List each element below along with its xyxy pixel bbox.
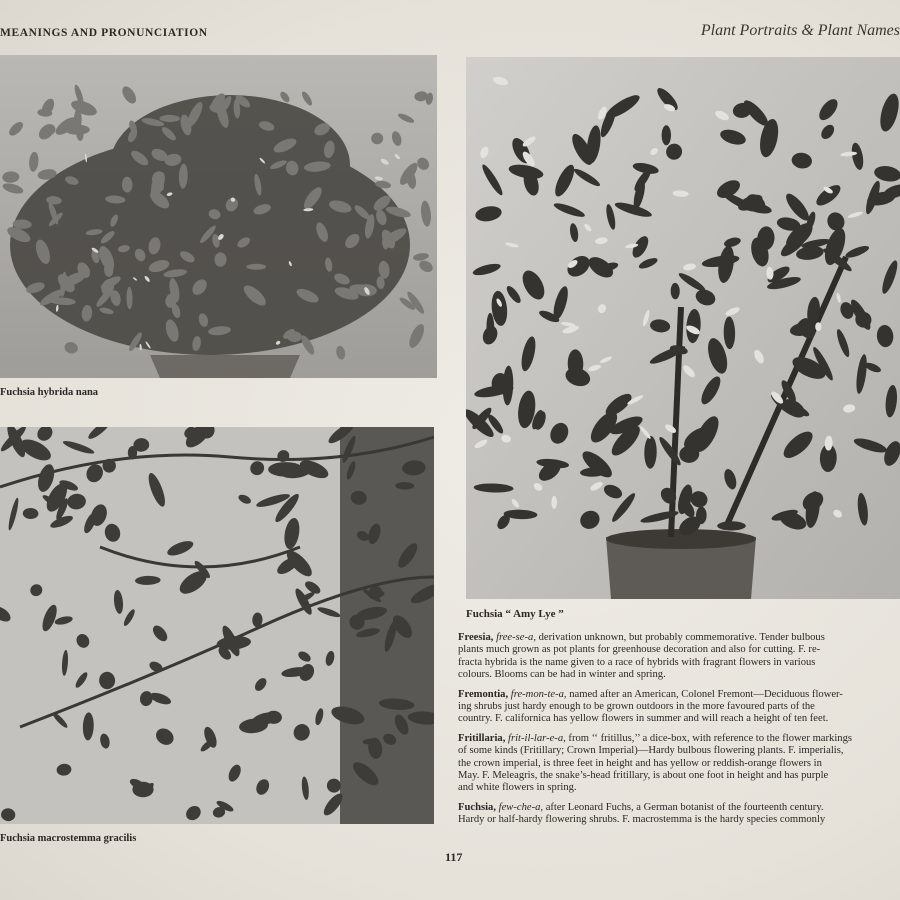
texture-mark (160, 115, 180, 122)
entry-line: fracta hybrida is the name given to a race of hybrids with fragrant flowers in various (458, 656, 816, 668)
plant-photo-1-image (0, 55, 437, 378)
entry-line: of some kinds (Fritillary; Crown Imperial)—Hardy bulbous flowering plants. F. imperialis, (458, 745, 844, 757)
entry-fremontia (458, 689, 900, 726)
entry-line: plants much grown as pot plants for greenhouse decoration and also for cutting. F. re- (458, 644, 821, 656)
photo-fuchsia-hybrida-nana (0, 55, 437, 378)
texture-mark (65, 125, 90, 135)
entry-freesia (458, 632, 900, 682)
running-header-left: MEANINGS AND PRONUNCIATION (0, 27, 208, 39)
page-number: 117 (445, 850, 463, 864)
texture-mark (717, 521, 746, 530)
plant-photo-3-image (466, 57, 900, 599)
entry-pronunciation: frit-il-lar-e-a, (508, 732, 566, 744)
entry-line: Hardy or half-hardy flowering shrubs. F. macrostemma is the hardy species commonly (458, 814, 826, 826)
photo-fuchsia-amy-lye (466, 57, 900, 599)
entry-line: the crown imperial, is three feet in height and has yellow or reddish-orange flowers in (458, 757, 822, 769)
entry-headword: Fuchsia, (458, 801, 496, 813)
entry-fritillaria (458, 733, 900, 795)
plant-photo-2-image (0, 427, 434, 824)
entry-headword: Fremontia, (458, 688, 509, 700)
entry-line: from ‘‘ fritillus,’’ a dice-box, with reference to the flower markings (565, 732, 852, 744)
entry-pronunciation: fre-mon-te-a, (510, 688, 567, 700)
entry-headword: Freesia, (458, 632, 494, 643)
texture-mark (246, 264, 266, 270)
glossary-text (458, 632, 900, 834)
entry-line: colours. Blooms can be had in winter and spring. (458, 669, 666, 681)
entry-pronunciation: free-se-a, (496, 632, 536, 643)
entry-line: derivation unknown, but probably commemorative. Tender bulbous (535, 632, 825, 643)
entry-fuchsia (458, 802, 900, 827)
texture-mark (815, 322, 821, 331)
entry-line: country. F. californica has yellow flowers in summer and will reach a height of ten feet. (458, 713, 829, 725)
entry-pronunciation: few-che-a, (498, 801, 544, 813)
running-header-right: Plant Portraits & Plant Names (700, 22, 900, 39)
texture-mark (662, 125, 671, 145)
texture-mark (268, 462, 303, 477)
photo-caption: Fuchsia “ Amy Lye ” (466, 608, 564, 620)
entry-line: and white flowers in spring. (458, 782, 577, 794)
entry-headword: Fritillaria, (458, 732, 506, 744)
photo-fuchsia-macrostemma-gracilis (0, 427, 434, 824)
entry-line: after Leonard Fuchs, a German botanist of the fourteenth century. (543, 801, 824, 813)
entry-line: ing shrubs just hardy enough to be grown outdoors in the more favoured parts of the (458, 701, 815, 713)
photo-caption: Fuchsia hybrida nana (0, 387, 99, 398)
photo-caption: Fuchsia macrostemma gracilis (0, 833, 137, 844)
entry-line: named after an American, Colonel Fremont—Deciduous flower- (566, 688, 843, 700)
entry-line: May. F. Meleagris, the snake’s-head fritillary, is about one foot in height and has purple (458, 770, 829, 782)
texture-mark (551, 496, 557, 509)
